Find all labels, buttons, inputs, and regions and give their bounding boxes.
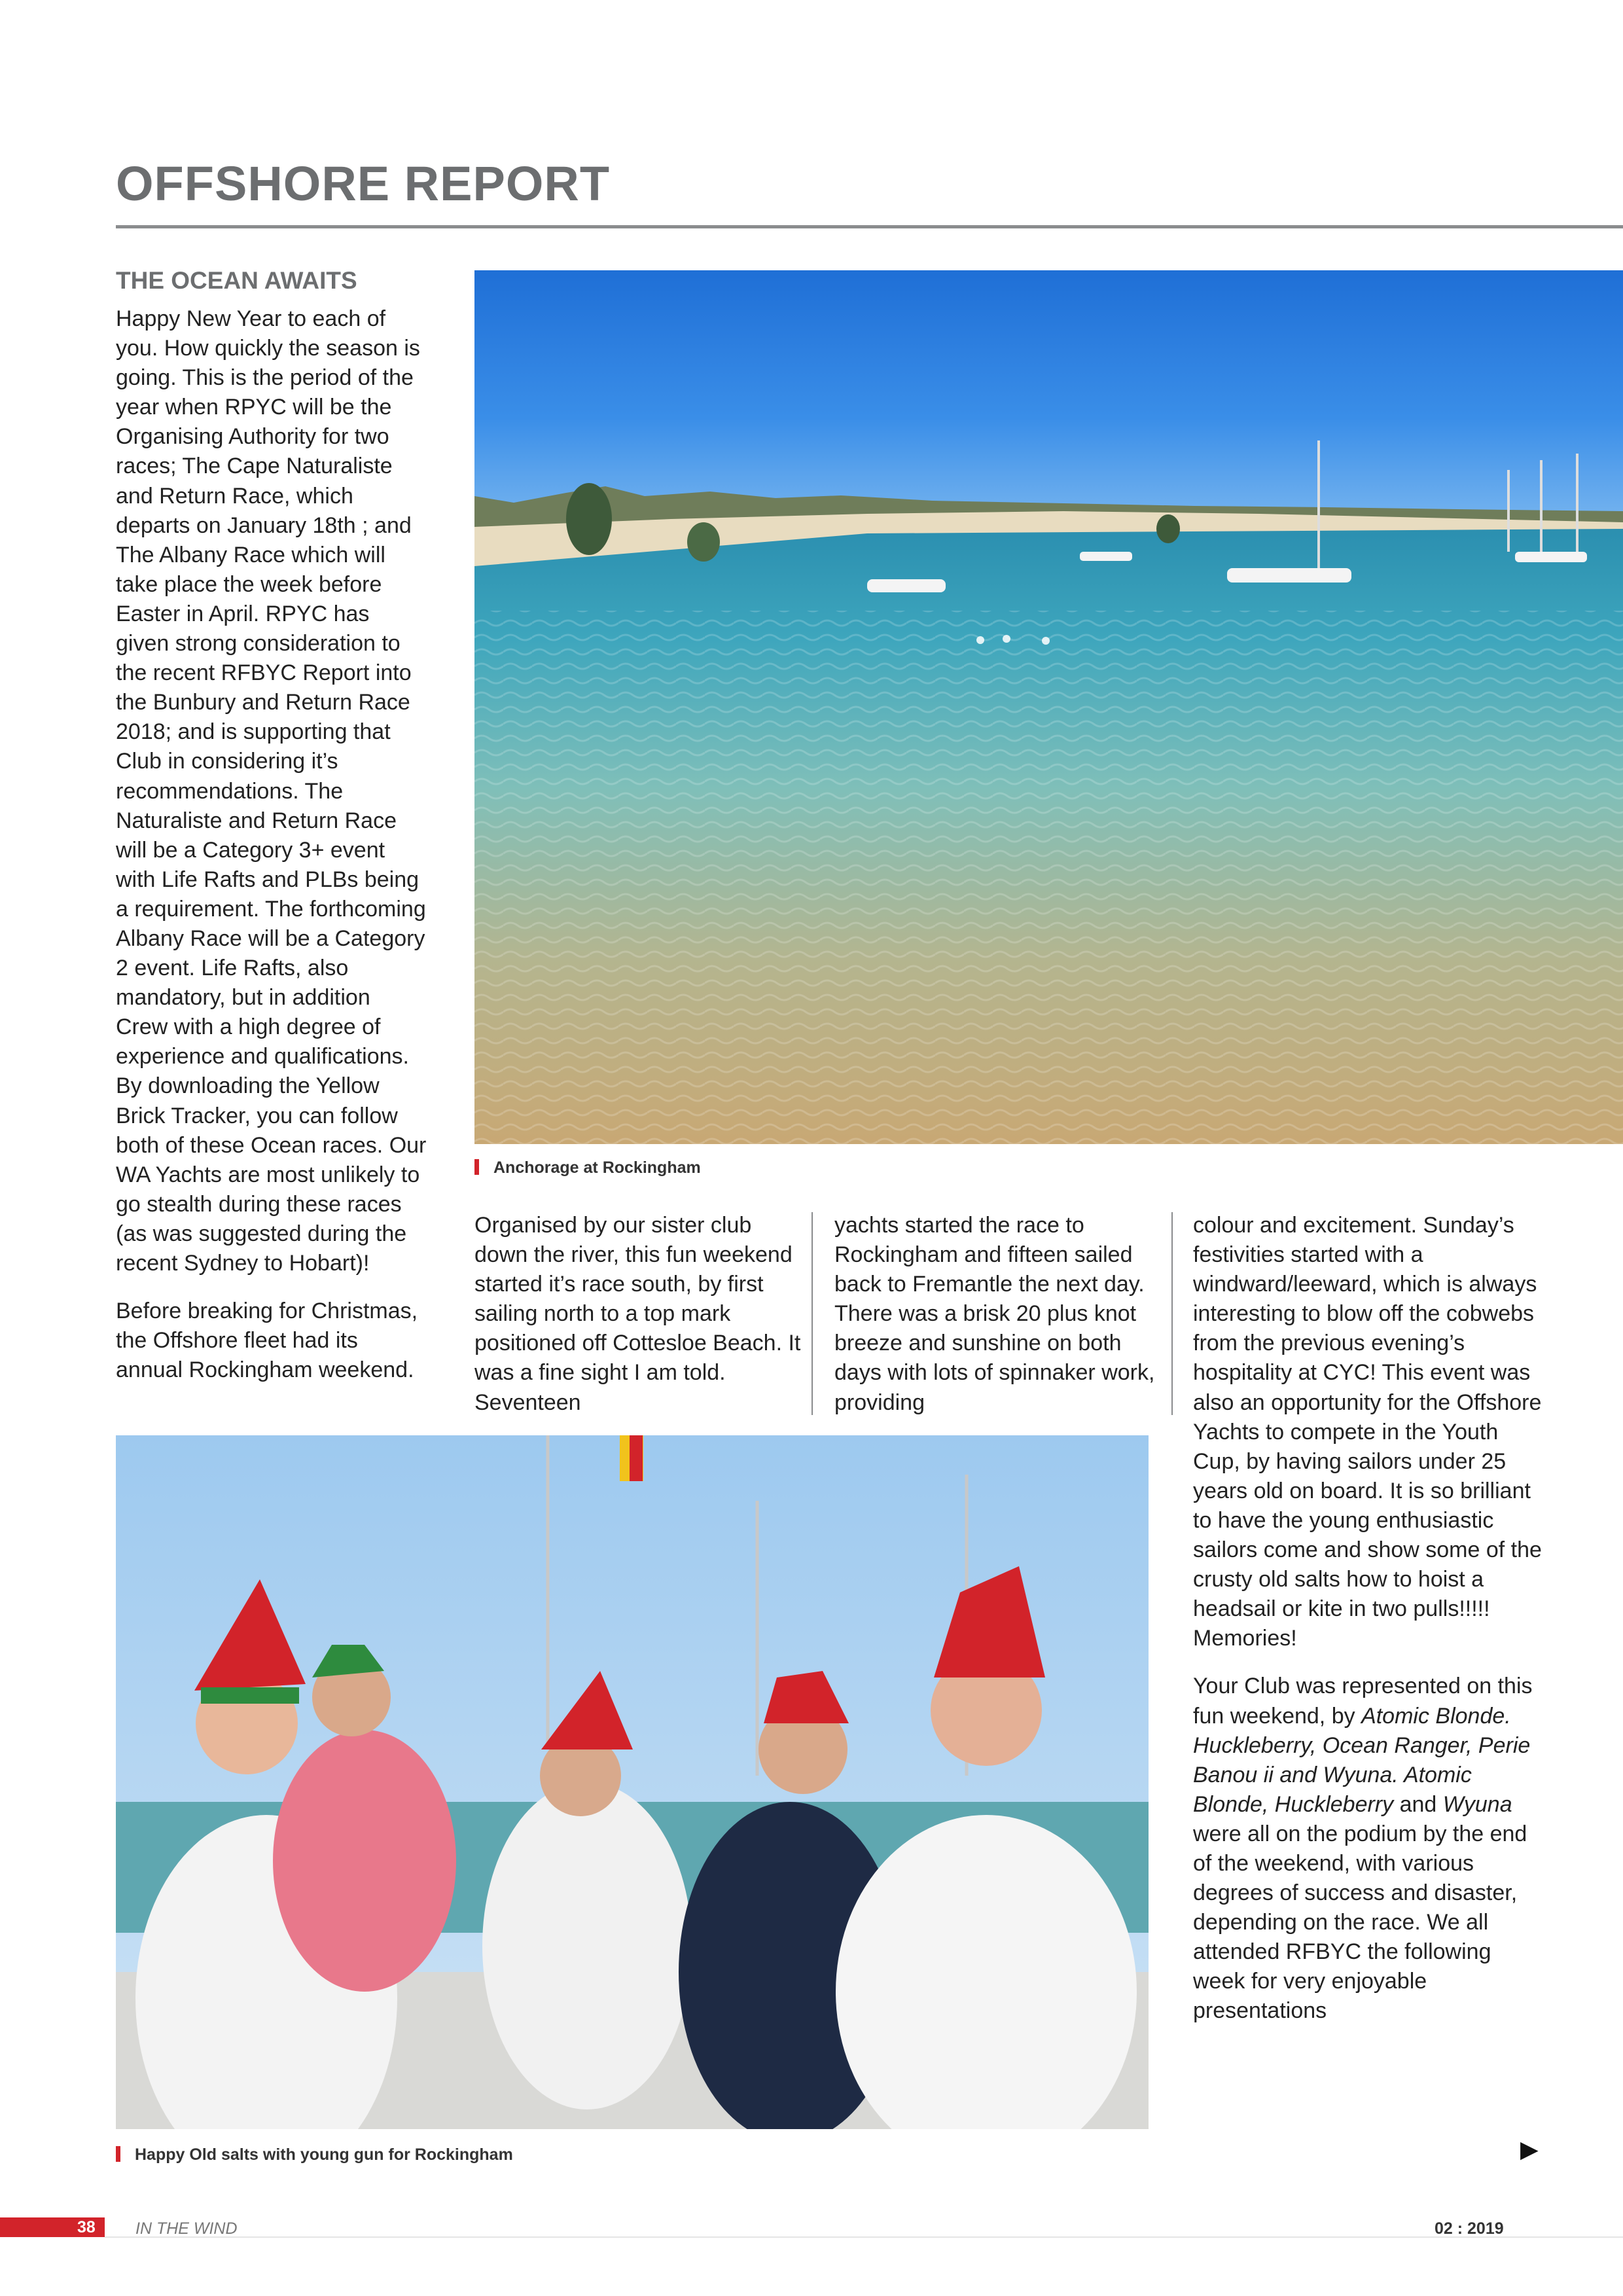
sailors-photo (116, 1435, 1149, 2129)
anchorage-caption-text: Anchorage at Rockingham (493, 1158, 701, 1177)
article-column-3 (834, 1211, 1162, 1436)
paragraph-text: were all on the podium by the end of the weekend, with various degrees of success and disaster, depending on the race. We all attended RFBYC the following week for very enjoyable presentations (1193, 1821, 1527, 2024)
magazine-name: IN THE WIND (135, 2219, 238, 2238)
article-column-1 (116, 304, 427, 1403)
issue-label: 02 : 2019 (1435, 2219, 1504, 2238)
caption-marker (116, 2146, 120, 2162)
column-divider (1171, 1212, 1173, 1415)
page-number: 38 (77, 2218, 96, 2236)
column-4-paragraph-1: colour and excitement. Sunday’s festivities started with a windward/leeward, which is always interesting to blow off the cobwebs from the previous evening’s hospitality at CYC! This event was also an opportunity for the Offshore Yachts to compete in the Youth Cup, by having sailors under 25 years old on board. It is so brilliant to have the young enthusiastic sailors come and show some of the crusty old salts how to hoist a headsail or kite in two pulls!!!!! Memories! (1193, 1213, 1542, 1651)
anchorage-photo (474, 270, 1623, 1144)
column-2-text: Organised by our sister club down the river, this fun weekend started it’s race south, by first sailing north to a top mark positioned off Cottesloe Beach. It was a fine sight I am told. Seventeen (474, 1213, 801, 1415)
article-column-4 (1193, 1211, 1546, 2045)
sailors-photo-image (116, 1435, 1149, 2129)
continue-arrow-icon: ▶ (1520, 2136, 1539, 2162)
page-title: OFFSHORE REPORT (116, 156, 611, 211)
sailors-caption-text: Happy Old salts with young gun for Rockingham (135, 2145, 513, 2164)
paragraph-text: and (1393, 1791, 1443, 1817)
sailors-caption (116, 2145, 513, 2164)
footer-divider (105, 2236, 1623, 2238)
paragraph-text: Your Club was represented on this fun weekend, by (1193, 1674, 1533, 1729)
caption-marker (474, 1159, 479, 1175)
column-divider (812, 1212, 813, 1415)
column-1-paragraph-1: Happy New Year to each of you. How quickly the season is going. This is the period of the year when RPYC will be the Organising Authority for two races; The Cape Naturaliste and Return Race, which departs on January 18th ; and The Albany Race which will take place the week before Easter in April. RPYC has given strong consideration to the recent RFBYC Report into the Bunbury and Return Race 2018; and is supporting that Club in considering it’s recommendations. The Naturaliste and Return Race will be a Category 3+ event with Life Rafts and PLBs being a requirement. The forthcoming Albany Race will be a Category 2 event. Life Rafts, also mandatory, but in addition Crew with a high degree of experience and qualifications. By downloading the Yellow Brick Tracker, you can follow both of these Ocean races. Our WA Yachts are most unlikely to go stealth during these races (as was suggested during the recent Sydney to Hobart)! (116, 306, 427, 1276)
column-3-text: yachts started the race to Rockingham and fifteen sailed back to Fremantle the next day. There was a brisk 20 plus knot breeze and sunshine on both days with lots of spinnaker work, providing (834, 1213, 1155, 1415)
column-4-paragraph-2 (1193, 1672, 1546, 2026)
yacht-names: Atomic Blonde. Huckleberry, Ocean Ranger, Perie Banou ii and Wyuna. Atomic Blonde, Huckleberry (1193, 1703, 1531, 1817)
anchorage-photo-image (474, 270, 1623, 1144)
title-divider (116, 225, 1623, 228)
anchorage-caption (474, 1158, 701, 1177)
article-column-2 (474, 1211, 802, 1436)
column-1-paragraph-2: Before breaking for Christmas, the Offshore fleet had its annual Rockingham weekend. (116, 1299, 418, 1383)
article-subheading: THE OCEAN AWAITS (116, 267, 357, 294)
yacht-name: Wyuna (1442, 1791, 1512, 1817)
